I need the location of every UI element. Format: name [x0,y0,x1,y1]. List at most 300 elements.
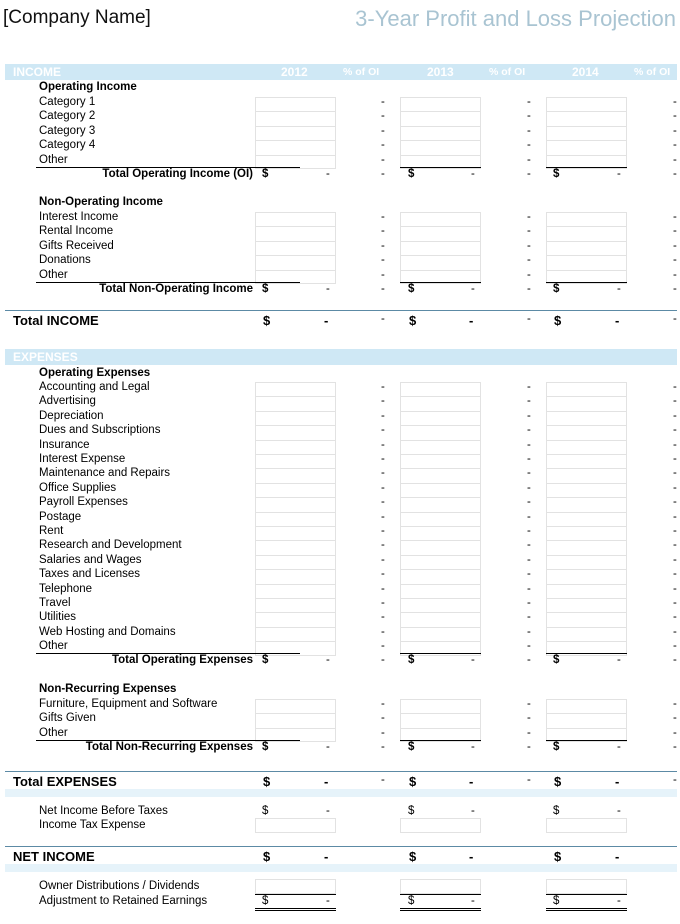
pct-value: - [527,640,531,653]
operating-expense-row-label: Postage [39,510,82,523]
pct-value: - [673,467,677,480]
pct-value: - [381,239,385,252]
retained-earnings-value: - [617,895,621,907]
non-operating-income-row-input-cell[interactable] [546,241,627,255]
pct-value: - [381,698,385,710]
operating-income-row-input-cell[interactable] [546,97,627,111]
currency-symbol: $ [408,895,415,907]
pct-value: - [527,510,531,523]
net-before-taxes-value: - [617,805,621,817]
pct-value: - [381,283,385,295]
operating-expense-row-label: Taxes and Licenses [39,568,141,581]
operating-expense-row-input-cell[interactable] [400,468,481,482]
retained-earnings-double-rule [255,908,336,911]
operating-expense-row-input-cell[interactable] [255,468,336,482]
operating-expense-row-input-cell[interactable] [255,440,336,454]
operating-expense-row-label: Interest Expense [39,453,126,465]
non-recurring-expense-row-input-cell[interactable] [546,713,627,727]
operating-income-row-input-cell[interactable] [255,111,336,125]
non-operating-income-row-input-cell[interactable] [546,255,627,269]
currency-symbol: $ [262,895,269,907]
pct-value: - [527,539,531,552]
operating-income-row-input-cell[interactable] [400,97,481,111]
operating-expense-row-label: Travel [39,597,71,609]
tax-expense-input-cell[interactable] [400,818,481,833]
operating-income-row-label: Category 3 [39,124,96,137]
retained-earnings-top-rule [255,894,336,895]
non-operating-income-heading: Non-Operating Income [39,196,163,208]
pct-value: - [381,313,385,325]
pct-value: - [527,168,531,180]
non-operating-income-row-label: Other [39,268,68,281]
operating-expense-row-label: Accounting and Legal [39,381,150,393]
operating-expense-row-input-cell[interactable] [400,627,481,641]
operating-expense-row-input-cell[interactable] [546,627,627,641]
currency-symbol: $ [408,741,415,753]
currency-symbol: $ [408,805,415,817]
operating-income-row-input-cell[interactable] [400,140,481,154]
pct-value: - [673,124,677,137]
retained-earnings-double-rule [400,908,481,911]
total-value: - [326,283,330,295]
pct-value: - [673,313,677,325]
non-recurring-expense-row-input-cell[interactable] [400,713,481,727]
pct-value: - [527,438,531,451]
total-value: - [617,654,621,666]
operating-expense-row-input-cell[interactable] [400,497,481,511]
pct-value: - [381,625,385,638]
page-title: 3-Year Profit and Loss Projection [355,6,676,31]
currency-symbol: $ [553,741,560,753]
operating-expense-row-input-cell[interactable] [255,555,336,569]
pct-value: - [527,313,531,325]
pct-value: - [673,496,677,509]
company-name[interactable]: [Company Name] [3,7,151,28]
total-value: - [469,313,474,328]
pct-value: - [673,110,677,123]
non-operating-income-row-input-cell[interactable] [255,212,336,226]
operating-expense-row-input-cell[interactable] [255,411,336,425]
pct-value: - [673,283,677,295]
non-operating-income-row-input-cell[interactable] [546,212,627,226]
currency-symbol: $ [409,849,417,864]
currency-symbol: $ [262,805,269,817]
pct-value: - [381,539,385,552]
operating-expense-row-input-cell[interactable] [255,382,336,396]
currency-symbol: $ [262,741,269,753]
pct-value: - [527,110,531,123]
operating-income-row-input-cell[interactable] [255,126,336,140]
pct-header: % of OI [343,66,380,78]
retained-earnings-top-rule [400,894,481,895]
retained-earnings-value: - [326,895,330,907]
operating-expense-row-input-cell[interactable] [546,569,627,583]
pct-header: % of OI [489,66,526,78]
pct-value: - [527,525,531,537]
pct-value: - [673,582,677,595]
pct-value: - [527,211,531,223]
pct-value: - [673,254,677,267]
pct-value: - [673,611,677,624]
pct-value: - [673,597,677,609]
operating-expense-row-input-cell[interactable] [546,483,627,497]
tax-expense-input-cell[interactable] [546,818,627,833]
operating-expense-row-input-cell[interactable] [400,526,481,540]
pct-value: - [673,625,677,638]
pct-value: - [381,168,385,180]
operating-expense-row-input-cell[interactable] [400,612,481,626]
pct-value: - [381,409,385,422]
operating-income-row-input-cell[interactable] [400,111,481,125]
pct-value: - [381,597,385,609]
net-before-taxes-value: - [326,805,330,817]
operating-expense-row-input-cell[interactable] [546,598,627,612]
operating-expense-row-label: Rent [39,525,64,537]
total-value: - [324,313,329,328]
pct-value: - [381,774,385,786]
operating-expense-row-input-cell[interactable] [546,497,627,511]
non-recurring-expenses-heading: Non-Recurring Expenses [39,683,177,695]
currency-symbol: $ [409,774,417,789]
operating-expense-row-input-cell[interactable] [546,468,627,482]
pct-value: - [527,712,531,725]
operating-expense-row-input-cell[interactable] [255,454,336,468]
total-value: - [471,283,475,295]
pct-value: - [381,726,385,739]
pct-value: - [527,96,531,108]
pct-value: - [527,239,531,252]
operating-expense-row-input-cell[interactable] [546,440,627,454]
pct-value: - [381,424,385,437]
non-operating-income-row-label: Rental Income [39,225,114,238]
pct-value: - [673,438,677,451]
operating-expense-row-input-cell[interactable] [400,584,481,598]
non-recurring-expense-row-label: Furniture, Equipment and Software [39,698,218,710]
currency-symbol: $ [409,313,417,328]
operating-expense-row-input-cell[interactable] [255,396,336,410]
operating-expense-row-input-cell[interactable] [255,512,336,526]
non-operating-income-row-input-cell[interactable] [400,255,481,269]
operating-income-row-input-cell[interactable] [546,111,627,125]
currency-symbol: $ [263,774,271,789]
total-value: - [615,774,620,789]
pct-value: - [527,467,531,480]
owner-distributions-input-cell[interactable] [255,879,336,894]
pct-value: - [527,496,531,509]
pct-value: - [527,153,531,166]
net-income-rule [5,846,677,847]
currency-symbol: $ [553,283,560,295]
total-value: - [326,168,330,180]
pct-value: - [381,438,385,451]
pct-value: - [673,510,677,523]
owner-distributions-input-cell[interactable] [400,879,481,894]
total-value: - [469,774,474,789]
operating-expense-row-input-cell[interactable] [255,598,336,612]
pct-value: - [381,395,385,408]
pct-value: - [673,525,677,537]
non-operating-income-row-input-cell[interactable] [546,226,627,240]
currency-symbol: $ [262,283,269,295]
currency-symbol: $ [553,168,560,180]
net-before-taxes-label: Net Income Before Taxes [39,805,168,817]
pct-value: - [527,139,531,152]
total-value: - [469,849,474,864]
operating-income-row-input-cell[interactable] [546,126,627,140]
operating-income-row-input-cell[interactable] [255,97,336,111]
total-value: - [617,283,621,295]
pct-value: - [673,712,677,725]
operating-expense-row-input-cell[interactable] [255,569,336,583]
tax-expense-input-cell[interactable] [255,818,336,833]
total-expenses-label: Total EXPENSES [13,774,117,789]
pct-value: - [527,553,531,566]
pct-value: - [673,453,677,465]
operating-expense-row-input-cell[interactable] [255,483,336,497]
net-before-taxes-value: - [471,805,475,817]
pct-value: - [673,168,677,180]
net-income-label: NET INCOME [13,849,95,864]
total-value: - [326,654,330,666]
operating-expense-row-input-cell[interactable] [400,555,481,569]
non-recurring-expense-row-input-cell[interactable] [400,699,481,713]
pct-value: - [673,153,677,166]
non-operating-income-row-label: Gifts Received [39,239,114,252]
operating-income-row-label: Category 1 [39,96,96,108]
pct-value: - [527,254,531,267]
operating-income-row-label: Other [39,153,68,166]
operating-expense-row-input-cell[interactable] [546,555,627,569]
operating-expense-row-input-cell[interactable] [400,483,481,497]
retained-earnings-label: Adjustment to Retained Earnings [39,895,208,907]
operating-expense-row-label: Other [39,640,68,653]
pct-value: - [381,611,385,624]
pct-value: - [527,453,531,465]
operating-expense-row-input-cell[interactable] [546,540,627,554]
pct-value: - [381,553,385,566]
pct-value: - [527,654,531,666]
pct-value: - [673,409,677,422]
operating-expense-row-input-cell[interactable] [400,411,481,425]
non-recurring-expense-row-input-cell[interactable] [546,699,627,713]
operating-expense-row-label: Maintenance and Repairs [39,467,171,480]
operating-expense-row-input-cell[interactable] [546,584,627,598]
non-operating-income-row-label: Interest Income [39,211,119,223]
currency-symbol: $ [408,654,415,666]
operating-expense-row-input-cell[interactable] [255,540,336,554]
pct-value: - [381,496,385,509]
owner-distributions-input-cell[interactable] [546,879,627,894]
pct-value: - [527,774,531,786]
operating-expense-row-input-cell[interactable] [546,526,627,540]
pct-value: - [673,424,677,437]
income-band-label: INCOME [13,65,61,79]
operating-expense-row-input-cell[interactable] [255,612,336,626]
retained-earnings-double-rule [546,908,627,911]
pct-value: - [381,568,385,581]
operating-expense-row-input-cell[interactable] [400,598,481,612]
currency-symbol: $ [408,168,415,180]
pct-value: - [527,568,531,581]
operating-expense-row-input-cell[interactable] [255,497,336,511]
currency-symbol: $ [263,849,271,864]
total-value: - [471,654,475,666]
non-operating-income-row-input-cell[interactable] [255,226,336,240]
non-recurring-expense-row-input-cell[interactable] [255,713,336,727]
currency-symbol: $ [553,805,560,817]
pct-value: - [673,741,677,753]
pct-header: % of OI [634,66,671,78]
operating-income-row-label: Category 4 [39,139,96,152]
operating-expense-row-label: Utilities [39,611,77,624]
tax-expense-label: Income Tax Expense [39,819,146,831]
operating-income-heading: Operating Income [39,81,137,93]
pct-value: - [381,153,385,166]
operating-expense-row-label: Depreciation [39,409,104,422]
operating-expense-row-input-cell[interactable] [400,440,481,454]
total-value: - [471,168,475,180]
non-operating-income-row-input-cell[interactable] [400,226,481,240]
pct-value: - [527,124,531,137]
operating-expense-row-input-cell[interactable] [400,512,481,526]
operating-expense-row-input-cell[interactable] [546,512,627,526]
pct-value: - [527,481,531,494]
pct-value: - [381,453,385,465]
total-operating-expenses-label: Total Operating Expenses [111,654,253,666]
pct-value: - [527,283,531,295]
operating-income-row-input-cell[interactable] [546,140,627,154]
pct-value: - [381,582,385,595]
pct-value: - [381,712,385,725]
pct-value: - [381,110,385,123]
pct-value: - [527,395,531,408]
pct-value: - [673,381,677,393]
pct-value: - [381,96,385,108]
total-value: - [615,849,620,864]
pct-value: - [673,539,677,552]
pct-value: - [527,225,531,238]
pct-value: - [527,268,531,281]
operating-expense-row-input-cell[interactable] [400,396,481,410]
pct-value: - [381,124,385,137]
pct-value: - [381,640,385,653]
non-operating-income-row-label: Donations [39,254,91,267]
operating-expense-row-input-cell[interactable] [546,612,627,626]
non-recurring-expense-row-label: Gifts Given [39,712,96,725]
pct-value: - [673,774,677,786]
operating-income-row-input-cell[interactable] [400,126,481,140]
pct-value: - [381,139,385,152]
operating-income-row-input-cell[interactable] [255,140,336,154]
non-operating-income-row-input-cell[interactable] [255,241,336,255]
operating-expense-row-input-cell[interactable] [546,454,627,468]
non-operating-income-row-input-cell[interactable] [255,255,336,269]
currency-symbol: $ [263,313,271,328]
pct-value: - [381,741,385,753]
pct-value: - [527,698,531,710]
operating-expense-row-label: Research and Development [39,539,182,552]
pct-value: - [381,381,385,393]
operating-expense-row-input-cell[interactable] [546,396,627,410]
pct-value: - [527,597,531,609]
pct-value: - [673,553,677,566]
total-non-recurring-expenses-label: Total Non-Recurring Expenses [85,741,253,753]
operating-expense-row-label: Salaries and Wages [39,553,142,566]
operating-expense-row-input-cell[interactable] [546,411,627,425]
total-value: - [617,168,621,180]
operating-expense-row-label: Web Hosting and Domains [39,625,176,638]
non-recurring-expense-row-label: Other [39,726,68,739]
pct-value: - [673,698,677,710]
pct-value: - [527,741,531,753]
total-value: - [617,741,621,753]
pct-value: - [673,211,677,223]
net-income-shade [5,864,677,872]
expenses-band [5,349,677,365]
pct-value: - [673,268,677,281]
non-operating-income-row-input-cell[interactable] [400,241,481,255]
operating-expense-row-label: Dues and Subscriptions [39,424,161,437]
currency-symbol: $ [554,313,562,328]
pct-value: - [527,381,531,393]
total-value: - [324,849,329,864]
pct-value: - [381,510,385,523]
operating-expense-row-input-cell[interactable] [400,382,481,396]
operating-expense-row-input-cell[interactable] [546,425,627,439]
operating-expense-row-input-cell[interactable] [255,526,336,540]
non-operating-income-row-input-cell[interactable] [400,212,481,226]
operating-expense-row-label: Payroll Expenses [39,496,128,509]
operating-expense-row-input-cell[interactable] [255,584,336,598]
total-income-label: Total INCOME [13,313,99,328]
currency-symbol: $ [553,654,560,666]
total-non-operating-income-label: Total Non-Operating Income [99,283,253,295]
total-income-rule [5,310,677,311]
operating-expense-row-input-cell[interactable] [400,425,481,439]
pct-value: - [381,467,385,480]
total-value: - [471,741,475,753]
year-header: 2012 [281,65,308,79]
operating-income-row-label: Category 2 [39,110,96,123]
pct-value: - [527,625,531,638]
currency-symbol: $ [554,774,562,789]
pct-value: - [673,568,677,581]
operating-expense-row-input-cell[interactable] [400,454,481,468]
operating-expense-row-input-cell[interactable] [255,425,336,439]
pct-value: - [673,225,677,238]
pct-value: - [673,139,677,152]
operating-expense-row-input-cell[interactable] [546,382,627,396]
operating-expense-row-input-cell[interactable] [400,569,481,583]
pct-value: - [673,96,677,108]
operating-expense-row-input-cell[interactable] [255,627,336,641]
retained-earnings-value: - [471,895,475,907]
operating-expense-row-label: Insurance [39,438,90,451]
pct-value: - [527,409,531,422]
pct-value: - [381,654,385,666]
pct-value: - [381,211,385,223]
operating-expense-row-input-cell[interactable] [400,540,481,554]
total-value: - [324,774,329,789]
pct-value: - [673,239,677,252]
currency-symbol: $ [408,283,415,295]
pct-value: - [527,424,531,437]
non-recurring-expense-row-input-cell[interactable] [255,699,336,713]
year-header: 2014 [572,65,599,79]
owner-distributions-label: Owner Distributions / Dividends [39,880,200,892]
total-operating-income-label: Total Operating Income (OI) [102,168,253,180]
retained-earnings-top-rule [546,894,627,895]
